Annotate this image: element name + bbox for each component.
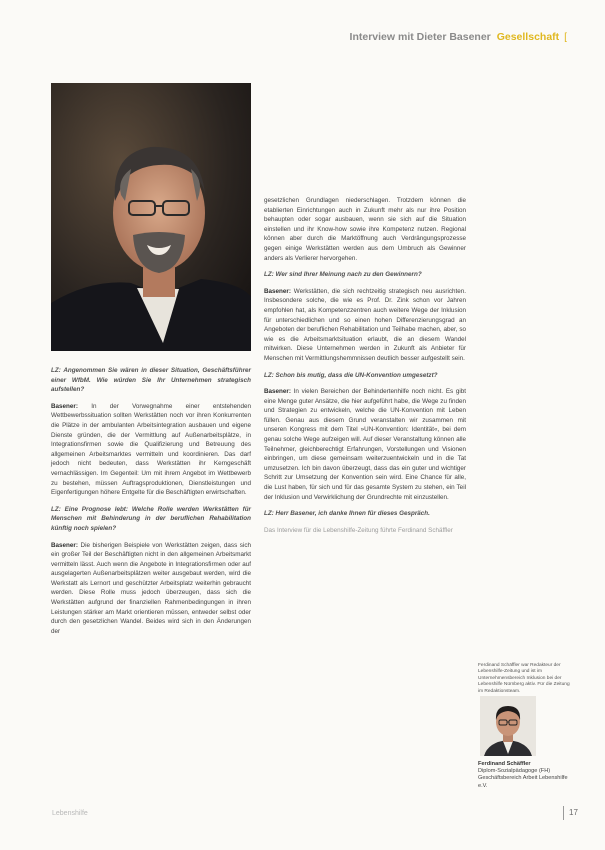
text-column-right (264, 196, 466, 542)
speaker-label: Basener: (51, 541, 78, 549)
speaker-label: Basener: (264, 388, 291, 396)
paragraph-continued: gesetzlichen Grundlagen niederschlagen. Trotzdem können die etablierten Einrichtungen auch in Zukunft mehr als nur ihre Position behaupten oder sogar ausbauen, wenn sie sich auf die Situation einstellen und ihr Know-how sowie ihre Kompetenz nutzen. Regional können aber durch die Marktöffnung auch Verdrängungsprozesse gegen einige Werkstätten werden aus dem Umbruch als Gewinner anders als Verlierer hervorgehen. (264, 197, 466, 262)
answer-4 (264, 387, 466, 502)
author-bio (478, 761, 570, 790)
answer-1-text: In der Vorwegnahme einer entstehenden Wettbewerbssituation sollten Werkstätten noch vor ihren Konkurrenten die Plätze in der ambulanten Arbeitsintegration ausbauen und eigene Dienste gründen, die der Vermittlung auf Außenarbeitsplätze, in Integrationsfirmen sowie die Qualifizierung und Betreuung des allgemeinen Arbeitsmarktes vermitteln und koordinieren. Das darf jedoch nicht bedeuten, dass Werkstätten ihr Kerngeschäft vernachlässigen. Im Gegenteil: Um mit ihrem Angebot im Wettbewerb zu bestehen, müssen Auftragsproduktionen, Dienstleistungen und Eigenfertigungen höhere Entgelte für die Beschäftigten erwirtschaften. (51, 402, 252, 497)
interviewee-photo-graphic (51, 83, 251, 351)
closing-line: Das Interview für die Lebenshilfe-Zeitung führte Ferdinand Schäffler (264, 526, 453, 534)
author-portrait (480, 696, 536, 756)
author-caption: Ferdinand Schäffler war Redakteur der Lebenshilfe-Zeitung und ist im Unternehmensbereich Inklusion bei der Lebenshilfe Nürnberg aktiv. Für die Zeitung im Redaktionsteam. (478, 663, 570, 694)
footer-divider (563, 806, 564, 820)
footer-publication: Lebenshilfe (52, 810, 88, 817)
speaker-label: Basener: (264, 287, 291, 295)
interviewee-photo (51, 83, 251, 351)
header-section: Gesellschaft (496, 31, 560, 43)
question-1: LZ: Angenommen Sie wären in dieser Situation, Geschäftsführer einer WfbM. Wie würden Sie Ihr Unternehmen strategisch aufstellen? (51, 367, 251, 394)
author-name: Ferdinand Schäffler (478, 761, 531, 767)
question-5: LZ: Herr Basener, ich danke Ihnen für dieses Gespräch. (264, 510, 430, 518)
answer-1 (51, 402, 251, 498)
question-2: LZ: Eine Prognose lebt: Welche Rolle werden Werkstätten für Menschen mit Behinderung in der beruflichen Rehabilitation künftig noch spielen? (51, 505, 251, 532)
answer-2 (51, 541, 251, 637)
text-column-left (51, 366, 251, 643)
answer-2-text: Die bisherigen Beispiele von Werkstätten zeigen, dass sich ein großer Teil der Beschäftigten nicht in den allgemeinen Arbeitsmarkt vermitteln lässt. Auch wenn die Angebote in Integrationsfirmen oder auf ausgelagerten Außenarbeitsplätzen weiter ausgebaut werden, wird die Werkstatt als Lernort und geschützter Arbeitsplatz weiterhin gebraucht werden. Diese Rolle muss jedoch überzeugen, dass sich die Werkstätten aufgrund der finanziellen Rahmenbedingungen in ihren Leistungen stärker am Markt orientieren müssen, entweder selbst oder durch den gesetzlichen Wandel. Beides wird sich in den Änderungen der (51, 541, 251, 635)
question-4: LZ: Schon bis mutig, dass die UN-Konvention umgesetzt? (264, 371, 438, 379)
speaker-label: Basener: (51, 402, 78, 410)
page-number: 17 (569, 808, 578, 817)
header-series: Interview mit Dieter Basener (349, 31, 491, 43)
author-portrait-graphic (480, 696, 536, 756)
question-3: LZ: Wer sind Ihrer Meinung nach zu den Gewinnern? (264, 271, 422, 279)
author-role: Diplom-Sozialpädagoge (FH) Geschäftsbereich Arbeit Lebenshilfe e.V. (478, 768, 568, 789)
page-header (350, 31, 567, 43)
answer-3 (264, 287, 466, 364)
answer-3-text: Werkstätten, die sich rechtzeitig strategisch neu ausrichten. Insbesondere solche, die wie es Prof. Dr. Zink schon vor Jahren empfohlen hat, als Kompetenzzentren auch weitere Wege der Inklusion für unterschiedlichen und so einen hohen Differenzierungsgrad an Angeboten der beruflichen Rehabilitation und Teilhabe machen, aber, so wie es die Arbeitsmarktsituation erlaubt, die an diesem Wandel mitwirken. Diese Unternehmen werden in Zukunft als Anbieter für Menschen mit Vermittlungshemmnissen deutlich besser aufgestellt sein. (264, 287, 466, 362)
header-bracket: [ (564, 31, 567, 43)
answer-4-text: In vielen Bereichen der Behindertenhilfe noch nicht. Es gibt eine Menge guter Ansätze, die hier aufgeführt habe, die Wege zu finden und Strategien zu entwickeln, welche die UN-Konvention mit Leben füllen. Genau aus diesem Grund veranstalten wir zusammen mit unseren Kongress mit dem Titel »UN-Konvention: Identität«, bei dem genau solche Wege aufzeigen will. Auf dieser Veranstaltung können alle Teilnehmer, gleichberechtigt Erfahrungen, Vorstellungen und Visionen einbringen, um diese gemeinsam weiterzuentwickeln und in die Tat umzusetzen. Ich bin davon überzeugt, dass das ein guter und wichtiger Schritt zur Umsetzung der Konvention sein wird. Eine Chance für alle, die Lust haben, für sich und für das gesamte System zu stehen, ein Teil der Inklusion und Verwirklichung der Grundrechte mit einzustellen. (264, 388, 466, 501)
